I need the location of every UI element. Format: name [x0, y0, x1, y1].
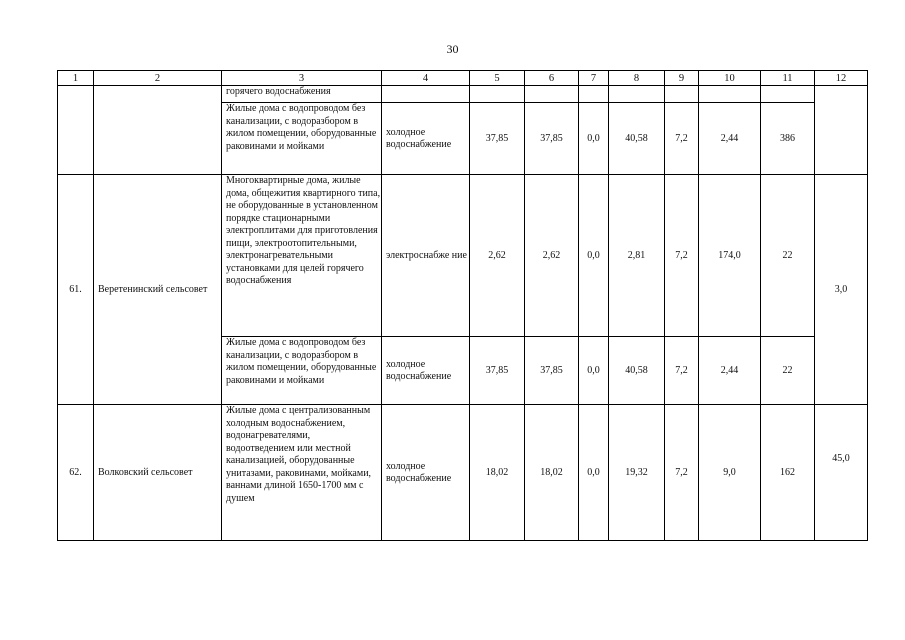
cell-value: 386 — [761, 103, 815, 175]
cell-value: 37,85 — [470, 337, 525, 405]
cell-value: 2,44 — [699, 103, 761, 175]
cell-no — [58, 86, 94, 175]
cell-total: 3,0 — [815, 175, 868, 405]
table-row — [58, 175, 868, 337]
cell-service: электроснабже ние — [382, 175, 470, 337]
col-header: 11 — [761, 71, 815, 86]
cell-value: 0,0 — [579, 337, 609, 405]
col-header: 5 — [470, 71, 525, 86]
cell-value: 19,32 — [609, 405, 665, 541]
cell-value: 40,58 — [609, 103, 665, 175]
col-header: 8 — [609, 71, 665, 86]
cell-value: 2,62 — [525, 175, 579, 337]
cell-service: холодное водоснабжение — [382, 103, 470, 175]
cell-value: 0,0 — [579, 103, 609, 175]
cell-description: Жилые дома с централизованным холодным водоснабжением, водонагревателями, водоотведением или местной канализацией, оборудованные унитазами, раковинами, мойками, ваннами длиной 1650-1700 мм с душем — [222, 405, 382, 541]
col-header: 2 — [94, 71, 222, 86]
col-header: 7 — [579, 71, 609, 86]
cell-description: Жилые дома с водопроводом без канализации, с водоразбором в жилом помещении, оборудованные раковинами и мойками — [222, 103, 382, 175]
cell-description: Жилые дома с водопроводом без канализации, с водоразбором в жилом помещении, оборудованные раковинами и мойками — [222, 337, 382, 405]
cell-name: Волковский сельсовет — [94, 405, 222, 541]
cell-value: 37,85 — [525, 103, 579, 175]
cell-name: Веретенинский сельсовет — [94, 175, 222, 405]
cell-value: 0,0 — [579, 405, 609, 541]
cell-total: 45,0 — [815, 405, 868, 541]
cell-value: 37,85 — [470, 103, 525, 175]
cell-value: 9,0 — [699, 405, 761, 541]
cell-no: 62. — [58, 405, 94, 541]
cell-value: 22 — [761, 337, 815, 405]
cell-value: 18,02 — [525, 405, 579, 541]
col-header: 12 — [815, 71, 868, 86]
cell-value: 2,44 — [699, 337, 761, 405]
cell-value: 22 — [761, 175, 815, 337]
cell-value: 7,2 — [665, 405, 699, 541]
cell-value: 7,2 — [665, 175, 699, 337]
cell-value: 7,2 — [665, 337, 699, 405]
cell-value: 37,85 — [525, 337, 579, 405]
cell-service: холодное водоснабжение — [382, 337, 470, 405]
col-header: 10 — [699, 71, 761, 86]
col-header: 1 — [58, 71, 94, 86]
cell-value: 0,0 — [579, 175, 609, 337]
cell-name — [94, 86, 222, 175]
cell-value: 174,0 — [699, 175, 761, 337]
cell-total — [815, 86, 868, 175]
cell-service: холодное водоснабжение — [382, 405, 470, 541]
cell-value: 2,81 — [609, 175, 665, 337]
header-row — [58, 71, 868, 86]
col-header: 4 — [382, 71, 470, 86]
cell-no: 61. — [58, 175, 94, 405]
cell-value: 18,02 — [470, 405, 525, 541]
cell-description: Многоквартирные дома, жилые дома, общежития квартирного типа, не оборудованные в установленном порядке стационарными электроплитами для приготовления пищи, электроотопительными, электронагревательными установками для целей горячего водоснабжения — [222, 175, 382, 337]
tariff-table — [57, 70, 868, 541]
table-row — [58, 405, 868, 541]
col-header: 6 — [525, 71, 579, 86]
col-header: 9 — [665, 71, 699, 86]
cell-description: горячего водоснабжения — [222, 86, 382, 103]
page-number: 30 — [446, 42, 459, 56]
cell-value: 7,2 — [665, 103, 699, 175]
col-header: 3 — [222, 71, 382, 86]
cell-value: 162 — [761, 405, 815, 541]
table-row — [58, 86, 868, 103]
cell-value: 2,62 — [470, 175, 525, 337]
cell-value: 40,58 — [609, 337, 665, 405]
